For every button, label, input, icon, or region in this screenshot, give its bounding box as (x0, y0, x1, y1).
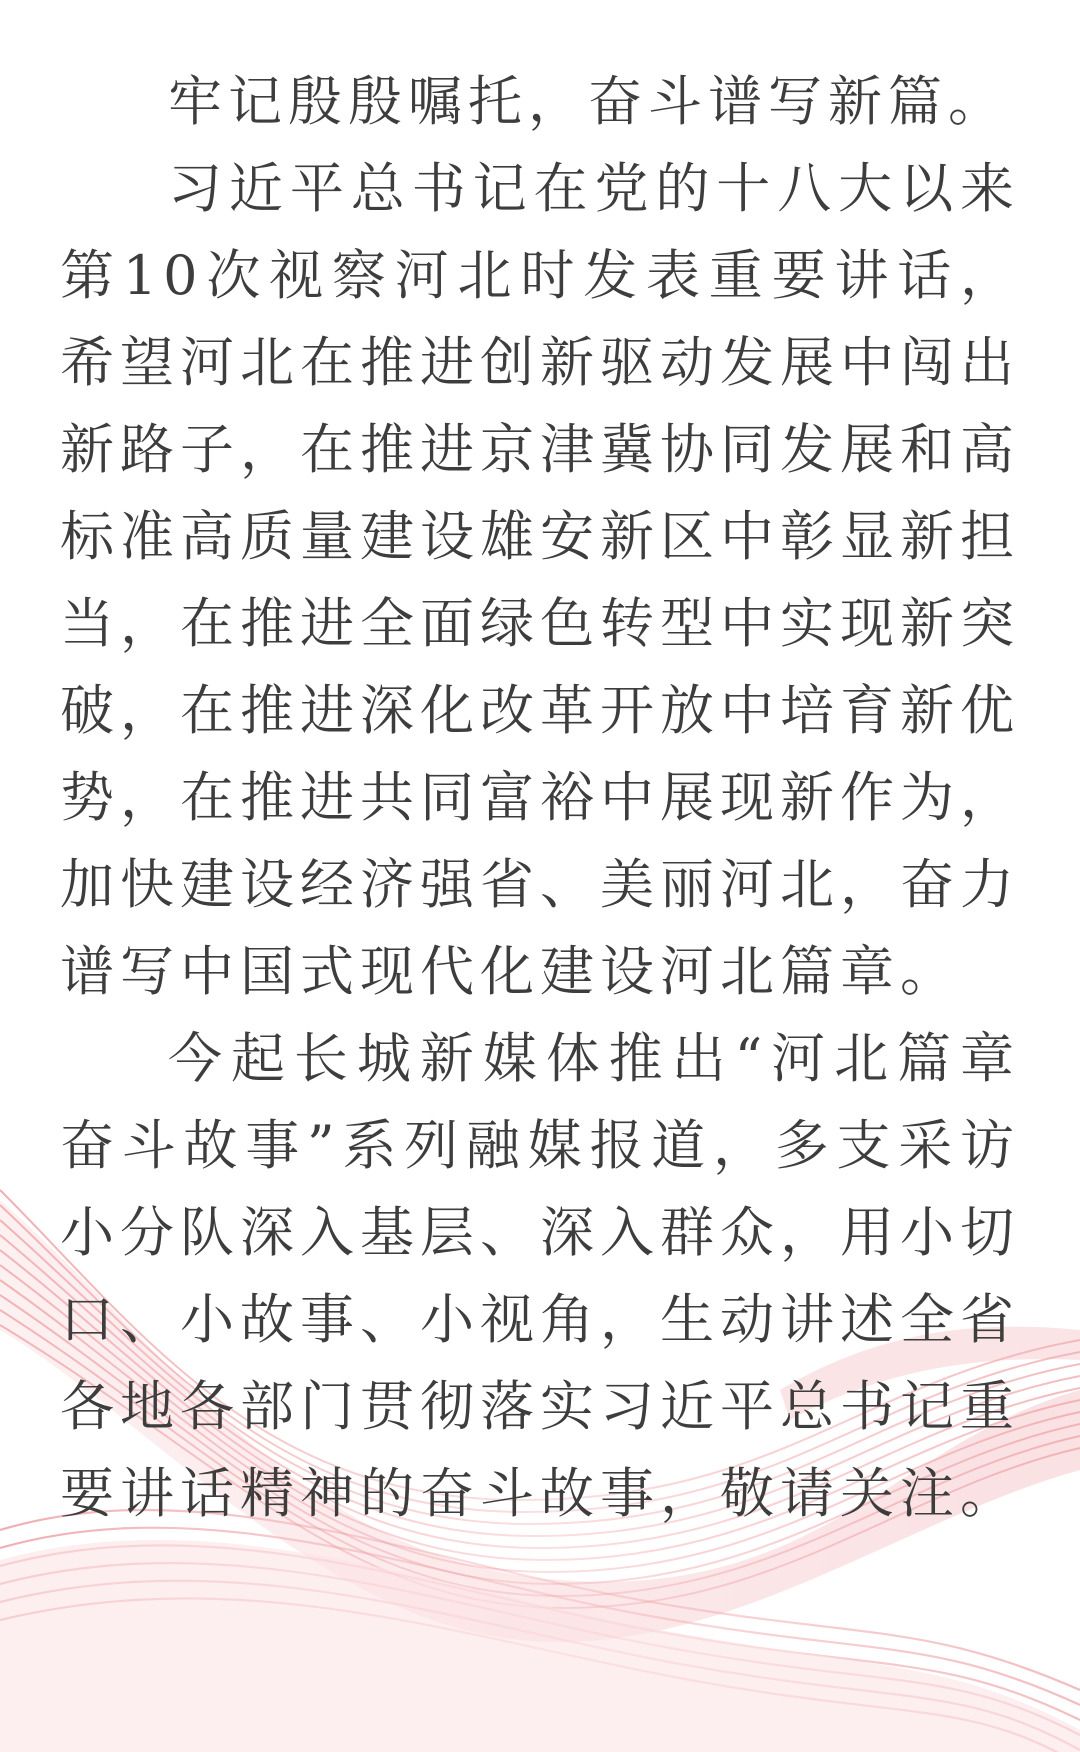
paragraph-2: 习近平总书记在党的十八大以来第10次视察河北时发表重要讲话，希望河北在推进创新驱动发展中闯出新路子，在推进京津冀协同发展和高标准高质量建设雄安新区中彰显新担当，在推进全面绿色转型中实现新突破，在推进深化改革开放中培育新优势，在推进共同富裕中展现新作为，加快建设经济强省、美丽河北，奋力谱写中国式现代化建设河北篇章。 (60, 157, 1020, 1003)
article-body (60, 58, 1020, 1537)
paragraph-3: 今起长城新媒体推出“河北篇章 奋斗故事”系列融媒报道，多支采访小分队深入基层、深入群众，用小切口、小故事、小视角，生动讲述全省各地各部门贯彻落实习近平总书记重要讲话精神的奋斗故事，敬请关注。 (60, 1027, 1020, 1525)
paragraph-1: 牢记殷殷嘱托，奋斗谱写新篇。 (168, 70, 1008, 133)
